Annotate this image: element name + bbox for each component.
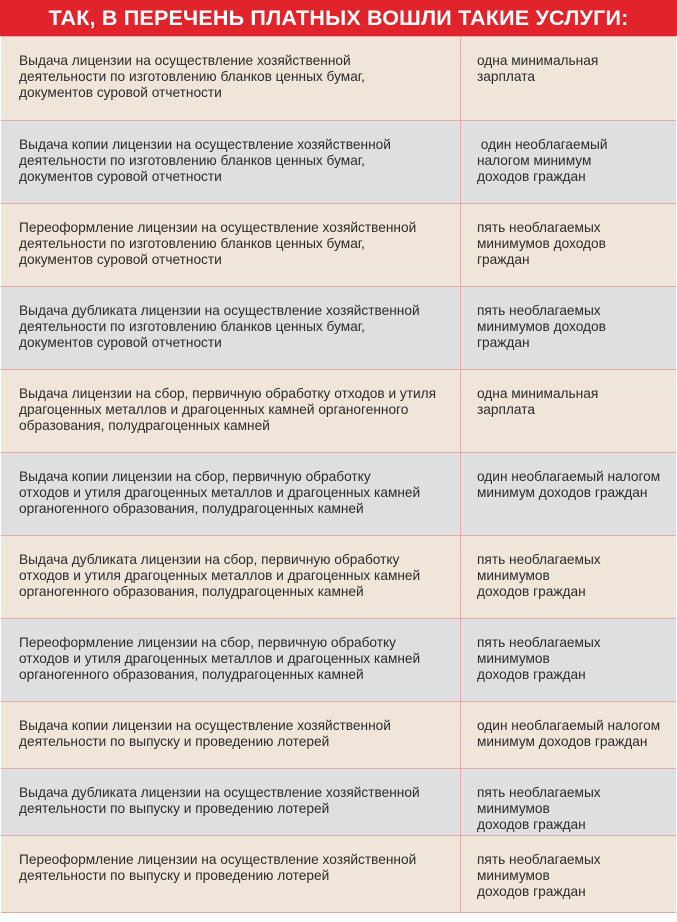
fee-text-line: один необлагаемый xyxy=(477,137,608,152)
fee-cell xyxy=(461,702,676,768)
fee-text-line: доходов граждан xyxy=(477,168,586,184)
fee-cell xyxy=(461,536,676,618)
service-text-line: деятельности по выпуску и проведению лотерей xyxy=(19,867,330,883)
service-text-line: Выдача дубликата лицензии на осуществление хозяйственной xyxy=(19,785,420,800)
service-text-line: Выдача лицензии на сбор, первичную обработку отходов и утиля xyxy=(19,386,437,401)
fee-text-line: доходов граждан xyxy=(477,883,586,899)
table-row xyxy=(1,536,676,619)
service-text-line: Выдача дубликата лицензии на сбор, первичную обработку xyxy=(19,552,400,567)
fee-cell xyxy=(461,769,676,835)
service-text-line: деятельности по изготовлению бланков ценных бумаг, xyxy=(19,68,365,84)
fee-text-line: минимумов xyxy=(477,800,550,816)
fee-text-line: пять необлагаемых xyxy=(477,852,601,867)
table-row xyxy=(1,769,676,836)
service-cell xyxy=(1,204,461,286)
fee-cell xyxy=(461,836,676,912)
fee-text-line: зарплата xyxy=(477,68,535,84)
fee-cell xyxy=(461,37,676,120)
table-row xyxy=(1,37,676,121)
service-text-line: деятельности по изготовлению бланков ценных бумаг, xyxy=(19,318,365,334)
service-cell xyxy=(1,769,461,835)
service-text-line: органогенного образования, полудрагоценных камней xyxy=(19,666,364,682)
service-text-line: Выдача лицензии на осуществление хозяйственной xyxy=(19,53,351,68)
fee-cell xyxy=(461,453,676,535)
service-text-line: Выдача копии лицензии на осуществление хозяйственной xyxy=(19,718,391,733)
service-text-line: документов суровой отчетности xyxy=(19,84,222,100)
service-cell xyxy=(1,836,461,912)
fee-cell xyxy=(461,370,676,452)
service-text-line: документов суровой отчетности xyxy=(19,168,222,184)
fee-text-line: минимумов xyxy=(477,867,550,883)
service-cell xyxy=(1,702,461,768)
service-cell xyxy=(1,619,461,701)
table-row xyxy=(1,287,676,370)
service-text-line: органогенного образования, полудрагоценных камней xyxy=(19,500,364,516)
table-row xyxy=(1,121,676,204)
fee-cell xyxy=(461,619,676,701)
fee-text-line: один необлагаемый налогом xyxy=(477,469,661,484)
service-text-line: отходов и утиля драгоценных металлов и драгоценных камней xyxy=(19,650,421,666)
service-cell xyxy=(1,370,461,452)
fee-text-line: минимумов xyxy=(477,567,550,583)
service-text-line: деятельности по выпуску и проведению лотерей xyxy=(19,800,330,816)
service-text-line: Выдача копии лицензии на осуществление хозяйственной xyxy=(19,137,391,152)
fee-cell xyxy=(461,121,676,203)
service-cell xyxy=(1,453,461,535)
table-row xyxy=(1,453,676,536)
fee-text-line: пять необлагаемых xyxy=(477,552,601,567)
fee-text-line: пять необлагаемых xyxy=(477,220,601,235)
fee-text-line: минимумов xyxy=(477,650,550,666)
services-table xyxy=(1,36,676,913)
fee-text-line: доходов граждан xyxy=(477,666,586,682)
table-row xyxy=(1,204,676,287)
service-text-line: документов суровой отчетности xyxy=(19,334,222,350)
fee-cell xyxy=(461,204,676,286)
service-text-line: деятельности по изготовлению бланков ценных бумаг, xyxy=(19,152,365,168)
fee-text-line: граждан xyxy=(477,334,530,350)
fee-text-line: один необлагаемый налогом xyxy=(477,718,661,733)
fee-text-line: зарплата xyxy=(477,401,535,417)
fee-text-line: налогом минимум xyxy=(477,152,592,168)
table-row xyxy=(1,619,676,702)
service-text-line: отходов и утиля драгоценных металлов и драгоценных камней xyxy=(19,484,421,500)
service-text-line: отходов и утиля драгоценных металлов и драгоценных камней xyxy=(19,567,421,583)
service-text-line: органогенного образования, полудрагоценных камней xyxy=(19,583,364,599)
page-title: ТАК, В ПЕРЕЧЕНЬ ПЛАТНЫХ ВОШЛИ ТАКИЕ УСЛУГИ: xyxy=(0,0,677,36)
fee-text-line: минимум доходов граждан xyxy=(477,484,648,500)
fee-text-line: пять необлагаемых xyxy=(477,785,601,800)
service-text-line: деятельности по выпуску и проведению лотерей xyxy=(19,733,330,749)
service-text-line: образования, полудрагоценных камней xyxy=(19,417,270,433)
fee-text-line: доходов граждан xyxy=(477,816,586,832)
fee-text-line: доходов граждан xyxy=(477,583,586,599)
fee-text-line: пять необлагаемых xyxy=(477,303,601,318)
fee-text-line: пять необлагаемых xyxy=(477,635,601,650)
service-text-line: драгоценных металлов и драгоценных камней органогенного xyxy=(19,401,409,417)
fee-text-line: граждан xyxy=(477,251,530,267)
service-cell xyxy=(1,37,461,120)
fee-text-line: одна минимальная xyxy=(477,386,599,401)
table-row xyxy=(1,370,676,453)
service-cell xyxy=(1,121,461,203)
service-text-line: Переоформление лицензии на сбор, первичную обработку xyxy=(19,635,396,650)
fee-text-line: минимумов доходов xyxy=(477,235,606,251)
service-text-line: деятельности по изготовлению бланков ценных бумаг, xyxy=(19,235,365,251)
fee-text-line: одна минимальная xyxy=(477,53,599,68)
service-cell xyxy=(1,536,461,618)
service-cell xyxy=(1,287,461,369)
table-row xyxy=(1,702,676,769)
table-row xyxy=(1,836,676,913)
service-text-line: Переоформление лицензии на осуществление хозяйственной xyxy=(19,852,417,867)
fee-cell xyxy=(461,287,676,369)
fee-text-line: минимумов доходов xyxy=(477,318,606,334)
service-text-line: документов суровой отчетности xyxy=(19,251,222,267)
service-text-line: Выдача копии лицензии на сбор, первичную обработку xyxy=(19,469,371,484)
service-text-line: Выдача дубликата лицензии на осуществление хозяйственной xyxy=(19,303,420,318)
service-text-line: Переоформление лицензии на осуществление хозяйственной xyxy=(19,220,417,235)
fee-text-line: минимум доходов граждан xyxy=(477,733,648,749)
